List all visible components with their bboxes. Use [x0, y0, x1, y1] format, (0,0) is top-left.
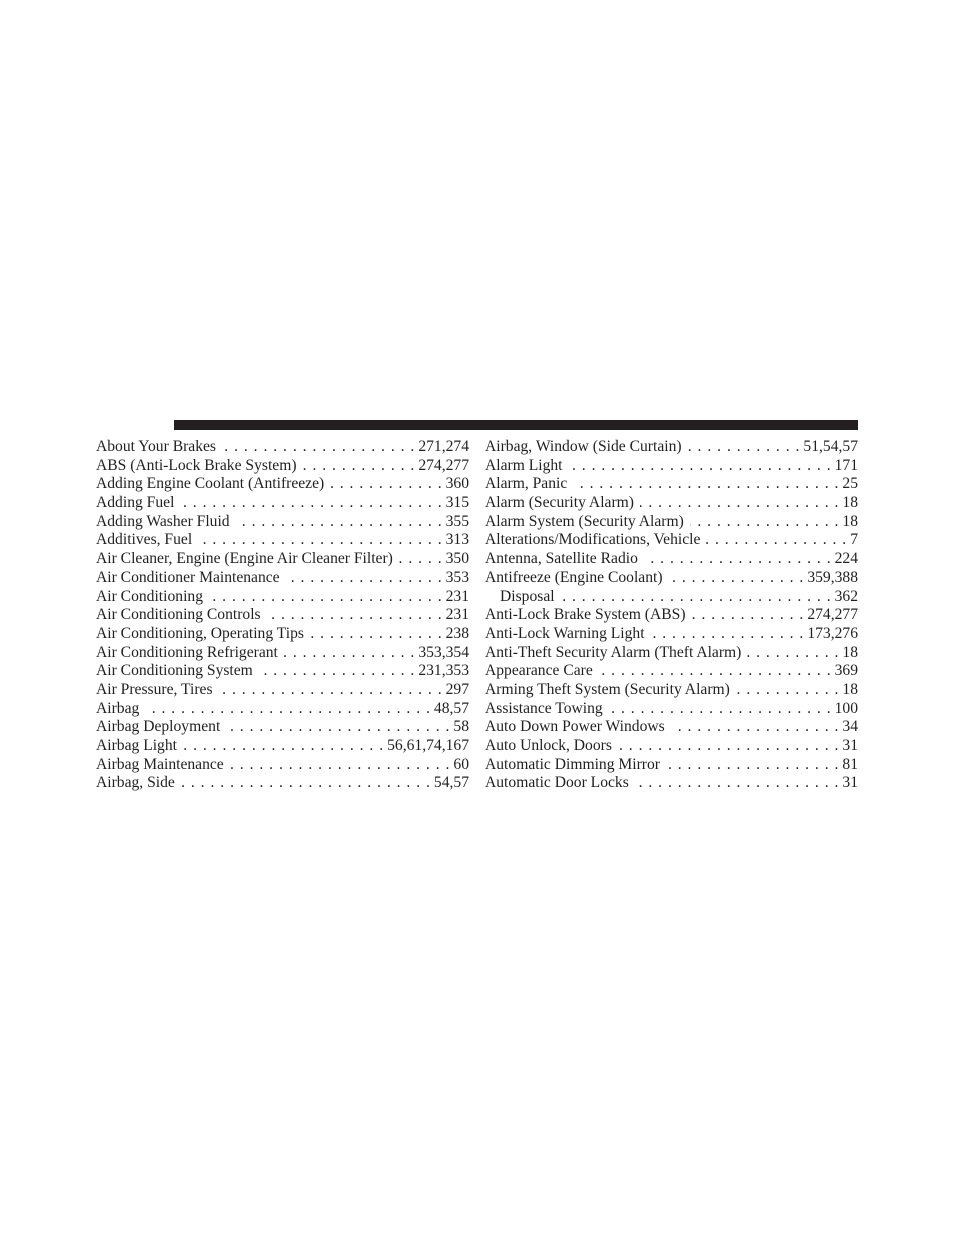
- index-page-numbers: 31: [842, 774, 858, 792]
- index-term: ABS (Anti-Lock Brake System): [96, 456, 297, 474]
- index-term: Air Conditioning Controls: [96, 606, 261, 624]
- index-term: Airbag: [96, 699, 140, 717]
- index-page-numbers: 297: [445, 680, 469, 698]
- index-term: Automatic Door Locks: [485, 774, 629, 792]
- dot-leader: [330, 475, 441, 494]
- index-entry: [485, 550, 858, 569]
- dot-leader: [209, 588, 442, 607]
- index-page-numbers: 171: [834, 456, 858, 474]
- index-page-numbers: 54,57: [433, 774, 469, 792]
- index-page-numbers: 231: [445, 606, 469, 624]
- index-entry: [96, 550, 469, 569]
- index-entry: [485, 531, 858, 550]
- index-page-numbers: 81: [842, 755, 858, 773]
- index-entry: [96, 644, 469, 663]
- dot-leader: [230, 756, 450, 775]
- index-page-numbers: 350: [445, 550, 469, 568]
- index-page-numbers: 51,54,57: [803, 438, 858, 455]
- index-column-right: [485, 438, 858, 793]
- index-entry: [485, 494, 858, 513]
- index-entry: [485, 737, 858, 756]
- dot-leader: [284, 644, 414, 663]
- index-term: Anti-Theft Security Alarm (Theft Alarm): [485, 643, 742, 661]
- index-page-numbers: 369: [834, 662, 858, 680]
- index-term: Arming Theft System (Security Alarm): [485, 680, 730, 698]
- dot-leader: [736, 681, 839, 700]
- index-page-numbers: 18: [842, 512, 858, 530]
- dot-leader: [181, 774, 430, 793]
- index-page-numbers: 18: [842, 494, 858, 512]
- index-page-numbers: 48,57: [433, 699, 469, 717]
- dot-leader: [226, 718, 449, 737]
- index-term: Additives, Fuel: [96, 531, 193, 549]
- dot-leader: [569, 457, 831, 476]
- dot-leader: [303, 457, 415, 476]
- index-page-numbers: 315: [445, 494, 469, 512]
- index-term: Alarm, Panic: [485, 475, 568, 493]
- index-entry: [96, 531, 469, 550]
- index-page-numbers: 274,277: [418, 456, 469, 474]
- index-term: Airbag, Side: [96, 774, 175, 792]
- index-term: Airbag Light: [96, 737, 177, 754]
- index-term: Disposal: [500, 587, 555, 605]
- index-page-numbers: 18: [842, 680, 858, 698]
- index-term: Adding Engine Coolant (Antifreeze): [96, 475, 325, 493]
- index-page-numbers: 231: [445, 587, 469, 605]
- index-entry: [485, 700, 858, 719]
- index-page-numbers: 58: [453, 718, 469, 736]
- index-page-numbers: 360: [445, 475, 469, 493]
- index-entry: [96, 494, 469, 513]
- index-entry: [96, 438, 469, 457]
- dot-leader: [180, 494, 441, 513]
- index-term: Auto Down Power Windows: [485, 718, 665, 736]
- dot-leader: [706, 531, 846, 550]
- dot-leader: [236, 513, 442, 532]
- section-header-rule: [174, 420, 858, 430]
- index-page-numbers: 274,277: [807, 606, 858, 624]
- dot-leader: [618, 737, 839, 756]
- index-page-numbers: 60: [453, 755, 469, 773]
- index-page-numbers: 56,61,74,167: [387, 737, 469, 754]
- index-page-numbers: 224: [834, 550, 858, 568]
- index-term: Anti-Lock Brake System (ABS): [485, 606, 686, 624]
- index-term: Air Conditioning: [96, 587, 203, 605]
- index-term: Alarm Light: [485, 456, 563, 474]
- index-page-numbers: 18: [842, 643, 858, 661]
- index-page-numbers: 353,354: [418, 643, 469, 661]
- dot-leader: [690, 513, 839, 532]
- dot-leader: [222, 438, 414, 457]
- index-entry: [96, 718, 469, 737]
- dot-leader: [267, 606, 442, 625]
- dot-leader: [692, 606, 804, 625]
- dot-leader: [609, 700, 831, 719]
- index-term: About Your Brakes: [96, 438, 216, 455]
- index-page-numbers: 359,388: [807, 568, 858, 586]
- dot-leader: [286, 569, 442, 588]
- index-term: Air Conditioner Maintenance: [96, 568, 280, 586]
- index-term: Air Conditioning Refrigerant: [96, 643, 278, 661]
- index-column-left: [96, 438, 469, 793]
- index-entry: [96, 774, 469, 793]
- index-term: Air Pressure, Tires: [96, 680, 213, 698]
- index-page-numbers: 271,274: [418, 438, 469, 455]
- index-entry: [96, 737, 469, 756]
- index-entry: [96, 513, 469, 532]
- index-entry: [485, 513, 858, 532]
- index-term: Anti-Lock Warning Light: [485, 624, 645, 642]
- index-page-numbers: 362: [834, 587, 858, 605]
- index-entry: [96, 569, 469, 588]
- index-term: Airbag, Window (Side Curtain): [485, 438, 682, 455]
- index-entry: [96, 588, 469, 607]
- dot-leader: [599, 662, 831, 681]
- index-term: Appearance Care: [485, 662, 593, 680]
- index-page-numbers: 25: [842, 475, 858, 493]
- index-entry: [485, 662, 858, 681]
- index-term: Airbag Maintenance: [96, 755, 224, 773]
- index-page-numbers: 31: [842, 737, 858, 754]
- index-term: Air Conditioning, Operating Tips: [96, 624, 304, 642]
- index-entry: [485, 475, 858, 494]
- index-entry: [485, 756, 858, 775]
- index-term: Assistance Towing: [485, 699, 603, 717]
- index-term: Air Conditioning System: [96, 662, 253, 680]
- dot-leader: [259, 662, 414, 681]
- index-term: Airbag Deployment: [96, 718, 221, 736]
- index-entry: [96, 606, 469, 625]
- index-term: Antifreeze (Engine Coolant): [485, 568, 663, 586]
- dot-leader: [688, 438, 800, 457]
- index-term: Auto Unlock, Doors: [485, 737, 612, 754]
- index-page-numbers: 34: [842, 718, 858, 736]
- index-entry: [485, 438, 858, 457]
- index-term: Adding Washer Fluid: [96, 512, 230, 530]
- dot-leader: [310, 625, 442, 644]
- dot-leader: [561, 588, 831, 607]
- dot-leader: [644, 550, 831, 569]
- index-entry: [485, 774, 858, 793]
- index-term: Air Cleaner, Engine (Engine Air Cleaner Filter): [96, 550, 393, 568]
- dot-leader: [640, 494, 838, 513]
- index-term: Alarm (Security Alarm): [485, 494, 634, 512]
- dot-leader: [573, 475, 838, 494]
- dot-leader: [669, 569, 804, 588]
- index-page-numbers: 238: [445, 624, 469, 642]
- index-entry: [485, 569, 858, 588]
- dot-leader: [183, 737, 383, 756]
- index-entry: [96, 756, 469, 775]
- index-subentry: [485, 588, 858, 607]
- index-term: Automatic Dimming Mirror: [485, 755, 660, 773]
- index-entry: [96, 700, 469, 719]
- dot-leader: [198, 531, 441, 550]
- index-entry: [96, 457, 469, 476]
- index-page-numbers: 313: [445, 531, 469, 549]
- index-page-numbers: 353: [445, 568, 469, 586]
- dot-leader: [671, 718, 839, 737]
- dot-leader: [635, 774, 839, 793]
- dot-leader: [145, 700, 430, 719]
- index-entry: [485, 606, 858, 625]
- dot-leader: [747, 644, 838, 663]
- index-term: Antenna, Satellite Radio: [485, 550, 638, 568]
- index-page-numbers: 100: [834, 699, 858, 717]
- index-entry: [96, 681, 469, 700]
- index-entry: [485, 681, 858, 700]
- dot-leader: [651, 625, 804, 644]
- index-page-numbers: 7: [850, 531, 858, 549]
- dot-leader: [219, 681, 442, 700]
- index-entry: [485, 644, 858, 663]
- dot-leader: [399, 550, 442, 569]
- index-entry: [485, 457, 858, 476]
- index-entry: [485, 718, 858, 737]
- index-term: Alterations/Modifications, Vehicle: [485, 531, 701, 549]
- index-entry: [96, 625, 469, 644]
- index-page-numbers: 231,353: [418, 662, 469, 680]
- index-entry: [485, 625, 858, 644]
- index-page-numbers: 355: [445, 512, 469, 530]
- index-entry: [96, 662, 469, 681]
- index-entry: [96, 475, 469, 494]
- dot-leader: [666, 756, 838, 775]
- index-term: Adding Fuel: [96, 494, 175, 512]
- index-term: Alarm System (Security Alarm): [485, 512, 684, 530]
- index-page-numbers: 173,276: [807, 624, 858, 642]
